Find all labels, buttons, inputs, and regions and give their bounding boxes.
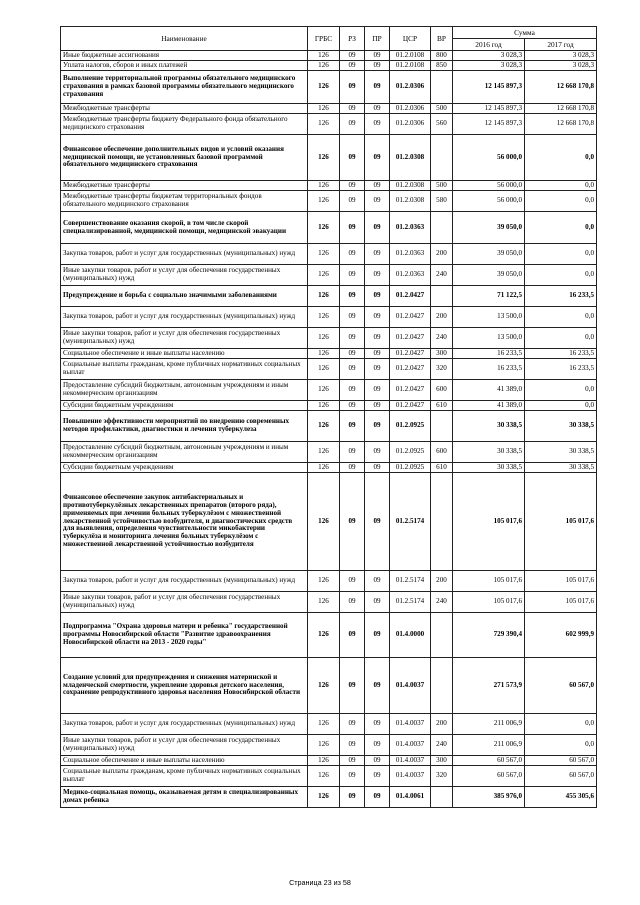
cell-rz: 09 (340, 51, 365, 61)
cell-name: Предупреждение и борьба с социально значимыми заболеваниями (61, 286, 308, 307)
cell-sum-2016: 56 000,0 (453, 191, 525, 212)
cell-vr: 850 (431, 61, 453, 71)
cell-vr: 560 (431, 114, 453, 135)
cell-pr: 09 (365, 181, 390, 191)
table-row (61, 613, 597, 658)
cell-sum-2017: 60 567,0 (525, 766, 597, 787)
cell-vr (431, 135, 453, 181)
cell-rz: 09 (340, 286, 365, 307)
cell-pr: 09 (365, 592, 390, 613)
cell-rz: 09 (340, 212, 365, 244)
cell-csr: 01.2.0427 (390, 307, 431, 328)
budget-table (60, 26, 597, 808)
cell-csr: 01.2.0108 (390, 51, 431, 61)
cell-rz: 09 (340, 349, 365, 359)
table-row (61, 359, 597, 380)
cell-vr (431, 411, 453, 442)
cell-sum-2016: 41 389,0 (453, 380, 525, 401)
table-row (61, 380, 597, 401)
cell-csr: 01.2.0363 (390, 212, 431, 244)
header-year-2016: 2016 год (453, 39, 525, 51)
cell-pr: 09 (365, 359, 390, 380)
cell-sum-2016: 12 145 897,3 (453, 71, 525, 104)
table-row (61, 212, 597, 244)
cell-grbs: 126 (308, 265, 340, 286)
cell-grbs: 126 (308, 380, 340, 401)
cell-pr: 09 (365, 135, 390, 181)
cell-sum-2017: 0,0 (525, 135, 597, 181)
cell-csr: 01.4.0037 (390, 735, 431, 756)
cell-rz: 09 (340, 359, 365, 380)
table-body (61, 51, 597, 808)
table-row (61, 787, 597, 808)
cell-sum-2017: 3 028,3 (525, 61, 597, 71)
cell-sum-2017: 30 338,5 (525, 463, 597, 473)
cell-sum-2016: 105 017,6 (453, 473, 525, 571)
table-row (61, 286, 597, 307)
cell-pr: 09 (365, 401, 390, 411)
cell-rz: 09 (340, 307, 365, 328)
cell-csr: 01.2.0306 (390, 71, 431, 104)
cell-grbs: 126 (308, 401, 340, 411)
cell-sum-2016: 30 338,5 (453, 442, 525, 463)
cell-sum-2016: 13 500,0 (453, 307, 525, 328)
cell-rz: 09 (340, 658, 365, 714)
table-row (61, 592, 597, 613)
table-row (61, 756, 597, 766)
cell-grbs: 126 (308, 442, 340, 463)
cell-pr: 09 (365, 463, 390, 473)
cell-csr: 01.2.0363 (390, 244, 431, 265)
table-row (61, 114, 597, 135)
cell-pr: 09 (365, 265, 390, 286)
cell-sum-2017: 0,0 (525, 307, 597, 328)
cell-csr: 01.4.0037 (390, 714, 431, 735)
cell-vr (431, 613, 453, 658)
cell-rz: 09 (340, 191, 365, 212)
cell-grbs: 126 (308, 359, 340, 380)
cell-rz: 09 (340, 411, 365, 442)
cell-sum-2016: 16 233,5 (453, 349, 525, 359)
cell-rz: 09 (340, 380, 365, 401)
cell-csr: 01.4.0000 (390, 613, 431, 658)
cell-grbs: 126 (308, 71, 340, 104)
cell-sum-2017: 60 567,0 (525, 756, 597, 766)
cell-rz: 09 (340, 613, 365, 658)
cell-name: Иные закупки товаров, работ и услуг для обеспечения государственных (муниципальных) нужд (61, 265, 308, 286)
cell-name: Предоставление субсидий бюджетным, автономным учреждениям и иным некоммерческим организациям (61, 442, 308, 463)
cell-sum-2017: 16 233,5 (525, 349, 597, 359)
cell-grbs: 126 (308, 51, 340, 61)
cell-vr: 500 (431, 181, 453, 191)
cell-vr (431, 212, 453, 244)
cell-csr: 01.2.0925 (390, 463, 431, 473)
cell-name: Выполнение территориальной программы обязательного медицинского страхования в рамках базовой программы обязательного медицинского страхования (61, 71, 308, 104)
cell-name: Социальные выплаты гражданам, кроме публичных нормативных социальных выплат (61, 766, 308, 787)
table-row (61, 571, 597, 592)
cell-pr: 09 (365, 114, 390, 135)
cell-sum-2016: 3 028,3 (453, 51, 525, 61)
header-rz: РЗ (340, 27, 365, 51)
table-row (61, 349, 597, 359)
header-sum: Сумма (453, 27, 597, 39)
cell-csr: 01.4.0037 (390, 756, 431, 766)
cell-rz: 09 (340, 71, 365, 104)
table-row (61, 735, 597, 756)
cell-csr: 01.2.0308 (390, 135, 431, 181)
cell-name: Иные закупки товаров, работ и услуг для обеспечения государственных (муниципальных) нужд (61, 328, 308, 349)
cell-vr: 200 (431, 571, 453, 592)
cell-sum-2017: 0,0 (525, 265, 597, 286)
header-vr: ВР (431, 27, 453, 51)
cell-rz: 09 (340, 401, 365, 411)
cell-vr (431, 286, 453, 307)
cell-pr: 09 (365, 307, 390, 328)
cell-pr: 09 (365, 442, 390, 463)
cell-sum-2016: 71 122,5 (453, 286, 525, 307)
cell-sum-2016: 271 573,9 (453, 658, 525, 714)
header-name: Наименование (61, 27, 308, 51)
cell-sum-2016: 13 500,0 (453, 328, 525, 349)
cell-pr: 09 (365, 61, 390, 71)
cell-rz: 09 (340, 61, 365, 71)
cell-pr: 09 (365, 473, 390, 571)
cell-pr: 09 (365, 286, 390, 307)
cell-sum-2016: 16 233,5 (453, 359, 525, 380)
cell-vr: 300 (431, 349, 453, 359)
cell-pr: 09 (365, 756, 390, 766)
cell-sum-2017: 602 999,9 (525, 613, 597, 658)
cell-grbs: 126 (308, 212, 340, 244)
cell-sum-2016: 41 389,0 (453, 401, 525, 411)
cell-vr (431, 473, 453, 571)
cell-csr: 01.2.0427 (390, 401, 431, 411)
table-row (61, 61, 597, 71)
cell-grbs: 126 (308, 714, 340, 735)
cell-name: Создание условий для предупреждения и снижения материнской и младенческой смертности, укрепление здоровья детского населения, сохранение репродуктивного здоровья населения Новосибирской области (61, 658, 308, 714)
cell-name: Закупка товаров, работ и услуг для государственных (муниципальных) нужд (61, 307, 308, 328)
cell-pr: 09 (365, 766, 390, 787)
cell-sum-2017: 12 668 170,8 (525, 114, 597, 135)
cell-rz: 09 (340, 328, 365, 349)
cell-rz: 09 (340, 766, 365, 787)
cell-vr: 300 (431, 756, 453, 766)
cell-vr: 240 (431, 592, 453, 613)
cell-name: Финансовое обеспечение закупок антибактериальных и противотуберкулёзных лекарственных препаратов (второго ряда), применяемых при лечении больных туберкулёзом с множественной лекарственной устойчивостью возбудителя, и диагностических средств для выявления, определения чувствительности микобактерии туберкулёза и мониторинга лечения больных туберкулёзом с множественной лекарственной устойчивостью возбудителя (61, 473, 308, 571)
cell-sum-2017: 105 017,6 (525, 592, 597, 613)
cell-pr: 09 (365, 328, 390, 349)
cell-csr: 01.2.0308 (390, 191, 431, 212)
cell-grbs: 126 (308, 61, 340, 71)
cell-name: Финансовое обеспечение дополнительных видов и условий оказания медицинской помощи, не установленных базовой программой обязательного медицинского страхования (61, 135, 308, 181)
cell-name: Социальное обеспечение и иные выплаты населению (61, 756, 308, 766)
cell-sum-2017: 60 567,0 (525, 658, 597, 714)
cell-pr: 09 (365, 380, 390, 401)
cell-vr: 200 (431, 307, 453, 328)
cell-grbs: 126 (308, 613, 340, 658)
cell-csr: 01.2.0427 (390, 349, 431, 359)
cell-sum-2016: 729 390,4 (453, 613, 525, 658)
cell-sum-2017: 12 668 170,8 (525, 71, 597, 104)
cell-vr (431, 71, 453, 104)
cell-sum-2016: 60 567,0 (453, 766, 525, 787)
cell-csr: 01.2.0427 (390, 380, 431, 401)
cell-sum-2016: 56 000,0 (453, 135, 525, 181)
cell-grbs: 126 (308, 307, 340, 328)
cell-sum-2017: 0,0 (525, 735, 597, 756)
table-row (61, 181, 597, 191)
cell-grbs: 126 (308, 328, 340, 349)
cell-pr: 09 (365, 735, 390, 756)
table-row (61, 401, 597, 411)
cell-csr: 01.2.0427 (390, 359, 431, 380)
cell-csr: 01.2.5174 (390, 592, 431, 613)
cell-csr: 01.2.0427 (390, 328, 431, 349)
cell-sum-2016: 3 028,3 (453, 61, 525, 71)
cell-vr: 500 (431, 104, 453, 114)
table-row (61, 442, 597, 463)
cell-csr: 01.4.0037 (390, 766, 431, 787)
cell-name: Подпрограмма "Охрана здоровья матери и ребенка" государственной программы Новосибирской области "Развитие здравоохранения Новосибирской области на 2013 - 2020 годы" (61, 613, 308, 658)
cell-csr: 01.2.5174 (390, 571, 431, 592)
cell-vr: 240 (431, 265, 453, 286)
cell-sum-2017: 0,0 (525, 401, 597, 411)
cell-pr: 09 (365, 714, 390, 735)
cell-sum-2017: 455 305,6 (525, 787, 597, 808)
cell-pr: 09 (365, 571, 390, 592)
cell-name: Закупка товаров, работ и услуг для государственных (муниципальных) нужд (61, 244, 308, 265)
cell-csr: 01.2.0925 (390, 411, 431, 442)
cell-rz: 09 (340, 571, 365, 592)
cell-rz: 09 (340, 442, 365, 463)
header-year-2017: 2017 год (525, 39, 597, 51)
cell-grbs: 126 (308, 349, 340, 359)
cell-grbs: 126 (308, 104, 340, 114)
header-csr: ЦСР (390, 27, 431, 51)
cell-csr: 01.2.0308 (390, 181, 431, 191)
cell-pr: 09 (365, 244, 390, 265)
cell-vr (431, 658, 453, 714)
cell-sum-2016: 60 567,0 (453, 756, 525, 766)
table-row (61, 71, 597, 104)
cell-pr: 09 (365, 613, 390, 658)
cell-pr: 09 (365, 71, 390, 104)
cell-csr: 01.2.5174 (390, 473, 431, 571)
cell-pr: 09 (365, 787, 390, 808)
cell-vr: 600 (431, 380, 453, 401)
table-row (61, 307, 597, 328)
table-row (61, 714, 597, 735)
cell-grbs: 126 (308, 411, 340, 442)
cell-vr: 320 (431, 766, 453, 787)
cell-vr: 610 (431, 463, 453, 473)
cell-grbs: 126 (308, 756, 340, 766)
cell-name: Предоставление субсидий бюджетным, автономным учреждениям и иным некоммерческим организациям (61, 380, 308, 401)
cell-grbs: 126 (308, 787, 340, 808)
cell-sum-2017: 16 233,5 (525, 359, 597, 380)
cell-name: Иные закупки товаров, работ и услуг для обеспечения государственных (муниципальных) нужд (61, 735, 308, 756)
cell-sum-2017: 0,0 (525, 380, 597, 401)
cell-sum-2017: 0,0 (525, 244, 597, 265)
cell-name: Социальные выплаты гражданам, кроме публичных нормативных социальных выплат (61, 359, 308, 380)
cell-name: Иные бюджетные ассигнования (61, 51, 308, 61)
cell-csr: 01.2.0427 (390, 286, 431, 307)
cell-grbs: 126 (308, 658, 340, 714)
header-pr: ПР (365, 27, 390, 51)
cell-name: Закупка товаров, работ и услуг для государственных (муниципальных) нужд (61, 714, 308, 735)
cell-csr: 01.2.0925 (390, 442, 431, 463)
cell-csr: 01.2.0306 (390, 114, 431, 135)
table-row (61, 473, 597, 571)
table-row (61, 135, 597, 181)
cell-pr: 09 (365, 658, 390, 714)
cell-sum-2017: 0,0 (525, 714, 597, 735)
cell-grbs: 126 (308, 181, 340, 191)
table-row (61, 658, 597, 714)
cell-rz: 09 (340, 735, 365, 756)
cell-sum-2017: 0,0 (525, 328, 597, 349)
cell-sum-2016: 30 338,5 (453, 411, 525, 442)
cell-sum-2017: 0,0 (525, 181, 597, 191)
cell-vr: 240 (431, 735, 453, 756)
cell-pr: 09 (365, 51, 390, 61)
cell-rz: 09 (340, 181, 365, 191)
cell-vr: 610 (431, 401, 453, 411)
cell-sum-2016: 30 338,5 (453, 463, 525, 473)
cell-rz: 09 (340, 244, 365, 265)
table-row (61, 51, 597, 61)
cell-grbs: 126 (308, 473, 340, 571)
cell-rz: 09 (340, 756, 365, 766)
cell-sum-2016: 105 017,6 (453, 592, 525, 613)
cell-grbs: 126 (308, 735, 340, 756)
cell-grbs: 126 (308, 135, 340, 181)
cell-rz: 09 (340, 787, 365, 808)
cell-name: Межбюджетные трансферты (61, 181, 308, 191)
cell-pr: 09 (365, 411, 390, 442)
cell-name: Уплата налогов, сборов и иных платежей (61, 61, 308, 71)
cell-vr: 600 (431, 442, 453, 463)
cell-grbs: 126 (308, 766, 340, 787)
cell-vr: 240 (431, 328, 453, 349)
cell-csr: 01.4.0037 (390, 658, 431, 714)
cell-sum-2017: 3 028,3 (525, 51, 597, 61)
cell-grbs: 126 (308, 463, 340, 473)
cell-pr: 09 (365, 104, 390, 114)
cell-rz: 09 (340, 592, 365, 613)
cell-sum-2017: 105 017,6 (525, 473, 597, 571)
cell-name: Межбюджетные трансферты бюджету Федерального фонда обязательного медицинского страхования (61, 114, 308, 135)
cell-name: Межбюджетные трансферты (61, 104, 308, 114)
cell-sum-2016: 105 017,6 (453, 571, 525, 592)
table-row (61, 244, 597, 265)
cell-pr: 09 (365, 191, 390, 212)
cell-csr: 01.4.0061 (390, 787, 431, 808)
table-row (61, 766, 597, 787)
cell-grbs: 126 (308, 114, 340, 135)
cell-name: Социальное обеспечение и иные выплаты населению (61, 349, 308, 359)
table-row (61, 411, 597, 442)
cell-csr: 01.2.0108 (390, 61, 431, 71)
cell-sum-2017: 0,0 (525, 212, 597, 244)
cell-sum-2016: 39 050,0 (453, 265, 525, 286)
cell-sum-2016: 12 145 897,3 (453, 114, 525, 135)
cell-vr: 200 (431, 714, 453, 735)
cell-grbs: 126 (308, 244, 340, 265)
cell-rz: 09 (340, 135, 365, 181)
cell-sum-2017: 0,0 (525, 191, 597, 212)
cell-rz: 09 (340, 104, 365, 114)
cell-vr: 320 (431, 359, 453, 380)
table-row (61, 104, 597, 114)
cell-rz: 09 (340, 265, 365, 286)
table-row (61, 191, 597, 212)
cell-grbs: 126 (308, 286, 340, 307)
cell-rz: 09 (340, 714, 365, 735)
cell-sum-2016: 385 976,0 (453, 787, 525, 808)
cell-sum-2017: 105 017,6 (525, 571, 597, 592)
cell-name: Субсидии бюджетным учреждениям (61, 401, 308, 411)
cell-csr: 01.2.0363 (390, 265, 431, 286)
cell-sum-2016: 211 006,9 (453, 735, 525, 756)
header-grbs: ГРБС (308, 27, 340, 51)
cell-pr: 09 (365, 212, 390, 244)
cell-vr: 580 (431, 191, 453, 212)
cell-vr (431, 787, 453, 808)
table-row (61, 328, 597, 349)
cell-vr: 800 (431, 51, 453, 61)
cell-grbs: 126 (308, 191, 340, 212)
page-number: Страница 23 из 58 (289, 878, 351, 887)
cell-name: Повышение эффективности мероприятий по внедрению современных методов профилактики, диагностики и лечения туберкулеза (61, 411, 308, 442)
cell-name: Субсидии бюджетным учреждениям (61, 463, 308, 473)
cell-rz: 09 (340, 473, 365, 571)
cell-sum-2017: 16 233,5 (525, 286, 597, 307)
cell-sum-2016: 39 050,0 (453, 212, 525, 244)
cell-sum-2017: 30 338,5 (525, 442, 597, 463)
cell-sum-2017: 30 338,5 (525, 411, 597, 442)
table-row (61, 265, 597, 286)
cell-rz: 09 (340, 463, 365, 473)
cell-sum-2016: 211 006,9 (453, 714, 525, 735)
cell-rz: 09 (340, 114, 365, 135)
cell-name: Закупка товаров, работ и услуг для государственных (муниципальных) нужд (61, 571, 308, 592)
cell-name: Совершенствование оказания скорой, в том числе скорой специализированной, медицинской помощи, медицинской эвакуации (61, 212, 308, 244)
cell-grbs: 126 (308, 571, 340, 592)
cell-sum-2016: 39 050,0 (453, 244, 525, 265)
cell-grbs: 126 (308, 592, 340, 613)
table-row (61, 463, 597, 473)
cell-sum-2016: 12 145 897,3 (453, 104, 525, 114)
cell-vr: 200 (431, 244, 453, 265)
cell-sum-2016: 56 000,0 (453, 181, 525, 191)
cell-csr: 01.2.0306 (390, 104, 431, 114)
cell-sum-2017: 12 668 170,8 (525, 104, 597, 114)
cell-pr: 09 (365, 349, 390, 359)
cell-name: Медико-социальная помощь, оказываемая детям в специализированных домах ребенка (61, 787, 308, 808)
cell-name: Иные закупки товаров, работ и услуг для обеспечения государственных (муниципальных) нужд (61, 592, 308, 613)
cell-name: Межбюджетные трансферты бюджетам территориальных фондов обязательного медицинского страхования (61, 191, 308, 212)
